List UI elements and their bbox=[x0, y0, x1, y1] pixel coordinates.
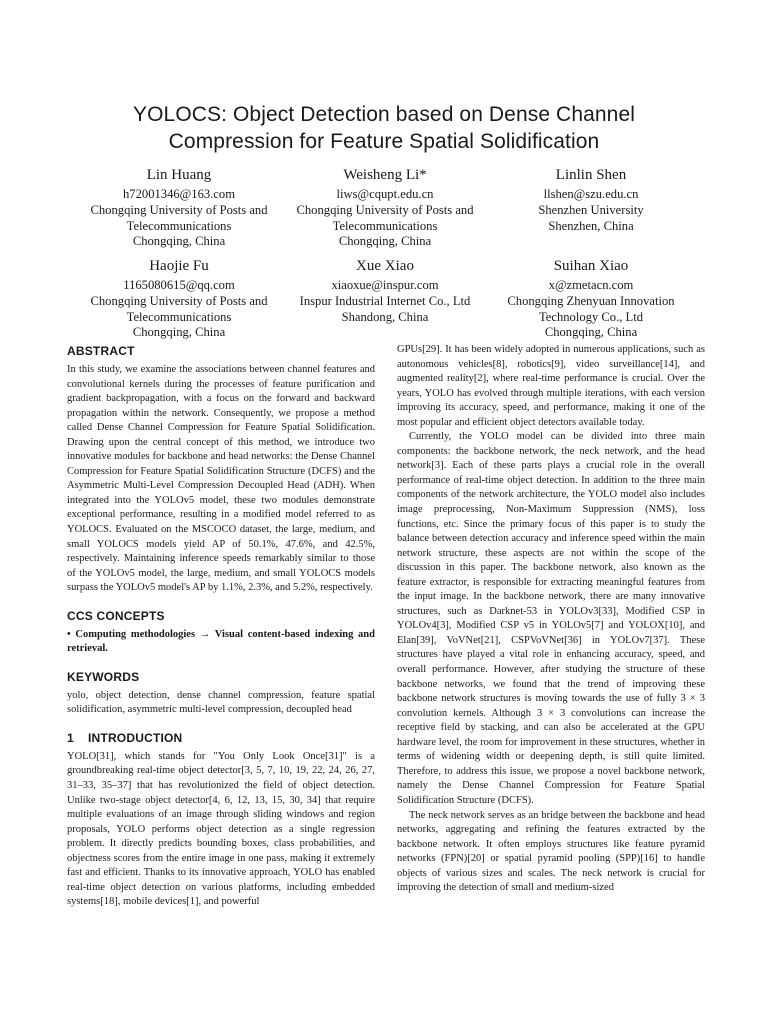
author-affiliation: Chongqing University of Posts and bbox=[296, 202, 474, 217]
author-block bbox=[282, 256, 488, 325]
introduction-section bbox=[67, 730, 375, 910]
author-affiliation: Shenzhen University bbox=[538, 202, 644, 217]
author-block bbox=[488, 256, 694, 341]
author-email: 1165080615@qq.com bbox=[123, 278, 235, 292]
title-line-1: YOLOCS: Object Detection based on Dense Channel bbox=[133, 103, 635, 126]
author-location: Chongqing, China bbox=[132, 234, 226, 249]
author-name: Lin Huang bbox=[146, 167, 212, 183]
author-name: Weisheng Li* bbox=[343, 167, 427, 183]
author-block bbox=[282, 165, 488, 250]
keywords-section bbox=[67, 669, 375, 718]
author-affiliation: Chongqing University of Posts and bbox=[90, 202, 268, 217]
body-paragraph: Currently, the YOLO model can be divided into three main components: the backbone network, the neck network, and the head network[3]. Each of these parts plays a crucial role in the overall performance of real-time object detection. In addition to the three main components of the network architecture, the YOLO model also includes image preprocessing, Non-Maximum Suppression (NMS), loss functions, etc. Since the primary focus of this paper is to study the balance between detection accuracy and inference speed within the main network structure, these aspects are not within the scope of the discussion in this paper. The backbone network, also known as the feature extractor, is responsible for extracting meaningful features from the input image. In the backbone network, there are many innovative structures, such as Darknet-53 in YOLOv3[33], Modified CSP in YOLOv4[3], Modified CSP v5 in YOLOv5[7] and YOLOX[10], and Elan[39], VoVNet[21], CSPVoVNet[36] in YOLOv7[37]. These structures have played a vital role in enhancing accuracy, speed, and overall performance. However, after studying the structure of these backbone networks, we found that the trend of improving these backbone network structures is moving towards the use of fully 3 × 3 convolution kernels. Although 3 × 3 convolutions can increase the receptive field by stacking, and can also be accelerated at the GPU hardware level, the room for improvement in these structures, whether in terms of widening width or deepening depth, is still quite limited. Therefore, to address this issue, we propose a novel backbone network, namely the Dense Channel Compression for Feature Spatial Solidification Structure (DCFS). bbox=[397, 431, 705, 806]
left-column bbox=[67, 343, 375, 910]
ccs-section bbox=[67, 608, 375, 657]
author-block bbox=[76, 165, 282, 250]
author-email: liws@cqupt.edu.cn bbox=[336, 187, 434, 201]
keywords-heading: KEYWORDS bbox=[67, 669, 140, 684]
body-paragraph: The neck network serves as an bridge between the backbone and head networks, aggregating and refining the features extracted by the backbone network. It often employs structures like feature pyramid networks (FPN)[20] or spatial pyramid pooling (SPP)[16] to handle objects of various sizes and scales. The neck network is crucial for improving the detection of small and medium-sized bbox=[397, 809, 705, 894]
author-name: Suihan Xiao bbox=[553, 258, 629, 274]
author-location: Shenzhen, China bbox=[548, 218, 634, 233]
author-location: Chongqing, China bbox=[338, 234, 432, 249]
author-name: Haojie Fu bbox=[149, 258, 209, 274]
abstract-text: In this study, we examine the associations between channel features and convolutional kernels during the processes of feature purification and gradient backpropagation, with a focus on the forward and backward propagation within the network. Consequently, we propose a method called Dense Channel Compression for Feature Spatial Solidification. Drawing upon the central concept of this method, we introduce two innovative modules for backbone and head networks: the Dense Channel Compression for Feature Spatial Solidification Structure (DCFS) and the Asymmetric Multi-Level Compression Decoupled Head (ADH). When integrated into the YOLOv5 model, these two modules demonstrate exceptional performance, resulting in a modified model referred to as YOLOCS. Evaluated on the MSCOCO dataset, the large, medium, and small YOLOCS models yield AP of 50.1%, 47.6%, and 42.5%, respectively. Maintaining inference speeds remarkably similar to those of the YOLOv5 model, the large, medium, and small YOLOCS models surpass the YOLOv5 model's AP by 1.1%, 2.3%, and 5.2%, respectively. bbox=[67, 364, 375, 594]
ccs-heading: CCS CONCEPTS bbox=[67, 608, 165, 623]
keywords-text: yolo, object detection, dense channel compression, feature spatial solidification, asymmetric multi-level compression, decoupled head bbox=[67, 689, 375, 716]
author-name: Linlin Shen bbox=[555, 167, 627, 183]
author-affiliation: Inspur Industrial Internet Co., Ltd bbox=[299, 293, 471, 308]
author-block bbox=[488, 165, 694, 234]
paper-title bbox=[64, 101, 704, 155]
author-affiliation: Telecommunications bbox=[332, 218, 438, 233]
author-name: Xue Xiao bbox=[356, 258, 414, 274]
author-location: Shandong, China bbox=[341, 309, 429, 324]
author-email: llshen@szu.edu.cn bbox=[543, 187, 639, 201]
author-affiliation: Chongqing Zhenyuan Innovation bbox=[507, 293, 675, 308]
right-column bbox=[397, 343, 705, 896]
author-email: h72001346@163.com bbox=[123, 187, 235, 201]
author-block bbox=[76, 256, 282, 341]
title-line-2: Compression for Feature Spatial Solidification bbox=[168, 130, 600, 153]
author-location: Chongqing, China bbox=[544, 325, 638, 340]
introduction-paragraph: YOLO[31], which stands for "You Only Look Once[31]" is a groundbreaking real-time object detector[3, 5, 7, 10, 19, 22, 24, 26, 27, 31–33, 35–37] that has revolutionized the field of object detection. Unlike two-stage object detector[4, 6, 12, 13, 15, 30, 34] that require multiple evaluations of an image through sliding windows and region proposals, YOLO performs object detection as a single regression problem. It directly predicts bounding boxes, class probabilities, and objectness scores from the entire image in one pass, making it extremely fast and efficient. Thanks to its innovative approach, YOLO has enabled real-time object detection on various platforms, including embedded systems[18], mobile devices[1], and powerful bbox=[67, 750, 375, 908]
author-location: Chongqing, China bbox=[132, 325, 226, 340]
abstract-heading: ABSTRACT bbox=[67, 344, 135, 358]
author-affiliation: Telecommunications bbox=[126, 218, 232, 233]
author-affiliation: Chongqing University of Posts and bbox=[90, 293, 268, 308]
ccs-text: • Computing methodologies → Visual content-based indexing and retrieval. bbox=[67, 628, 375, 655]
author-email: xiaoxue@inspur.com bbox=[331, 278, 439, 292]
author-affiliation: Telecommunications bbox=[126, 309, 232, 324]
author-email: x@zmetacn.com bbox=[548, 278, 634, 292]
body-paragraph: GPUs[29]. It has been widely adopted in numerous applications, such as autonomous vehicles[8], robotics[9], video surveillance[14], and augmented reality[2], where real-time performance is crucial. Over the years, YOLO has evolved through multiple iterations, with each version improving its accuracy, speed, and performance, making it one of the most popular and efficient object detectors available today. bbox=[397, 344, 705, 428]
introduction-heading: 1 INTRODUCTION bbox=[67, 730, 183, 745]
author-affiliation: Technology Co., Ltd bbox=[538, 309, 644, 324]
